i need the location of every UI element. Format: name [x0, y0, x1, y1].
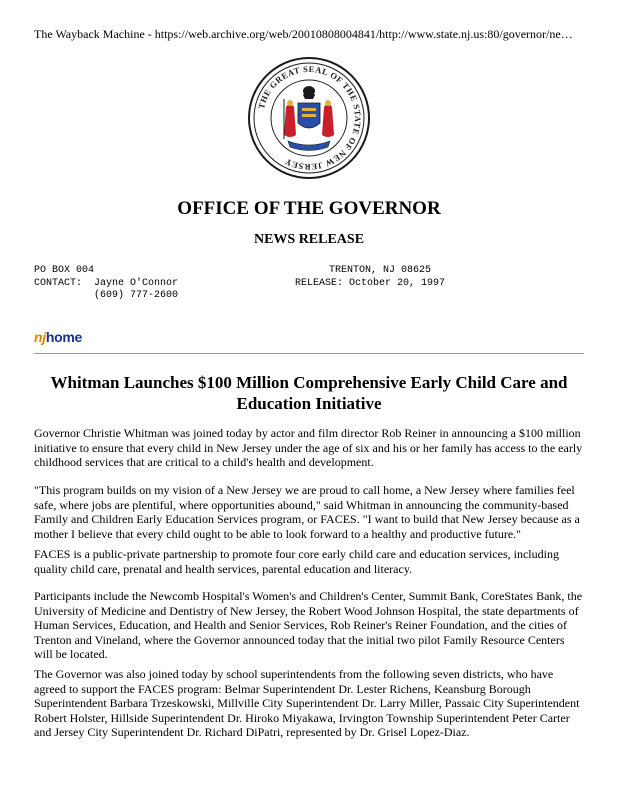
release-heading: NEWS RELEASE: [253, 232, 365, 247]
horizontal-divider: [34, 353, 584, 354]
nj-state-seal: [248, 57, 370, 179]
seal-ring-text: THE GREAT SEAL OF THE STATE OF NEW JERSEY: [255, 63, 364, 173]
paragraph-5: The Governor was also joined today by school superintendents from the following seven districts, who have agreed to support the FACES program: Belmar Superintendent Dr. Lester Richens, Keansburg Borough Superintendent Barbara Trzeskowski, Millville City Superintendent Dr. Larry Miller, Passaic City Superintendent Robert Holster, Hillside Superintendent Dr. Hiroko Miyakawa, Irvington Township Superintendent Peter Carter and Jersey City Superintendent Dr. Richard DiPatri, represented by Dr. Grisel Lopez-Diaz.: [34, 667, 580, 740]
browser-header: The Wayback Machine - https://web.archive.org/web/20010808004841/http://www.state.nj.us:80/governor/ne…: [34, 27, 573, 41]
nj-home-nj: nj: [34, 329, 46, 345]
paragraph-3: FACES is a public-private partnership to promote four core early child care and education services, including quality child care, prenatal and health services, parental education and literacy.: [34, 547, 559, 576]
paragraph-4: Participants include the Newcomb Hospital's Women's and Children's Center, Summit Bank, CoreStates Bank, the University of Medicine and Dentistry of New Jersey, the Robert Wood Johnson Hospital, the state departments of Human Services, Education, and Health and Senior Services, Rob Reiner's Reiner Foundation, and the cities of Trenton and Vineland, where the Governor announced today that the initial two pilot Family Resource Centers will be located.: [34, 589, 583, 662]
paragraph-2: "This program builds on my vision of a New Jersey we are proud to call home, a New Jersey where families feel safe, where jobs are plentiful, where opportunities abound," said Whitman in announcing the community-based Family and Children Early Education Services program, or FACES. "I want to build that New Jersey because as a mother I believe that every child ought to be able to look forward to a healthy and productive future.": [34, 483, 580, 541]
contact-block-left: PO BOX 004 CONTACT: Jayne O'Connor (609) 777-2600: [34, 265, 179, 301]
headline: Whitman Launches $100 Million Comprehensive Early Child Care and Education Initiative: [50, 373, 568, 413]
paragraph-1: Governor Christie Whitman was joined today by actor and film director Rob Reiner in announcing a $100 million initiative to ensure that every child in New Jersey under the age of six and his or her family has access to the early childhood services that are critical to a child's health and development.: [34, 426, 583, 470]
nj-home-link[interactable]: [34, 329, 82, 345]
office-title: OFFICE OF THE GOVERNOR: [177, 198, 441, 219]
nj-home-home: home: [45, 329, 82, 345]
contact-block-right: TRENTON, NJ 08625 RELEASE: October 20, 1997: [295, 265, 446, 289]
